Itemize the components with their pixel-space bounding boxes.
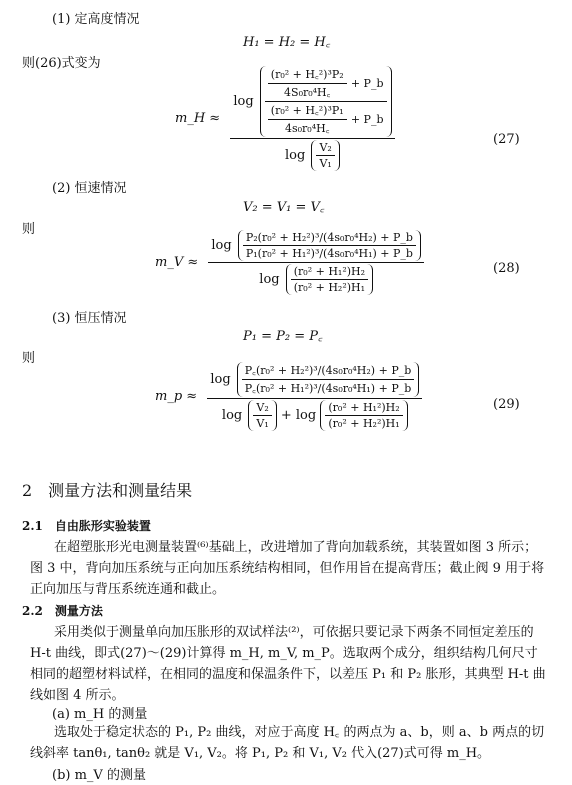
eq29-v2: V₂ xyxy=(253,401,271,416)
equation-28 xyxy=(155,230,424,295)
eq27-v1: V₁ xyxy=(319,157,332,170)
section-2-2-text: 采用类似于测量单向加压胀形的双试样法⁽²⁾，可依据只要记录下两条不同恒定差压的 H-t 曲线，即式(27)～(29)计算得 m_H, m_V, m_P。选取两个成分，组织结构几何尺寸相同的超塑材料试样，在相同的温度和保温条件下，以差压 P₁ 和 P₂ 胀形，其典型 H-t 曲线如图 4 所示。 xyxy=(30,625,546,703)
eq27-fraction xyxy=(230,66,394,171)
case2-formula: V₂ = V₁ = V꜀ xyxy=(243,200,325,215)
eq27-bottom-numerator: (r₀² + H꜀²)³P₁ xyxy=(268,103,347,120)
equation-number-28: (28) xyxy=(493,261,520,276)
then-text-a: 则 xyxy=(22,222,36,237)
equation-29 xyxy=(155,362,422,431)
eq28-den-bottom: (r₀² + H₂²)H₁ xyxy=(293,281,366,294)
eq27-log: log xyxy=(233,94,254,109)
eq28-den-top: (r₀² + H₁²)H₂ xyxy=(291,265,368,280)
subsection-a-text: 选取处于稳定状态的 P₁, P₂ 曲线，对应于高度 H꜀ 的两点为 a、b，则 a、b 两点的切线斜率 tanθ₁, tanθ₂ 就是 V₁, V₂。将 P₁, P₂ 和 V₁, V₂ 代入(27)式可得 m_H。 xyxy=(30,725,545,761)
eq27-den-log: log xyxy=(285,148,306,163)
then-26-text: 则(26)式变为 xyxy=(22,56,101,71)
section-2-heading: 2 测量方法和测量结果 xyxy=(22,481,193,500)
subsection-a-heading: (a) m_H 的测量 xyxy=(52,707,148,722)
eq29-num-top: P꜀(r₀² + H₂²)³/(4s₀r₀⁴H₂) + P_b xyxy=(242,363,414,380)
eq29-v1: V₁ xyxy=(256,417,269,430)
case1-label: (1) 定高度情况 xyxy=(52,12,140,27)
eq27-v2: V₂ xyxy=(316,141,334,156)
eq28-num-bottom: P₁(r₀² + H₁²)³/(4s₀r₀⁴H₁) + P_b xyxy=(245,247,413,260)
eq27-big-bracket xyxy=(260,66,392,137)
case1-formula: H₁ = H₂ = H꜀ xyxy=(243,35,331,50)
eq27-lhs: m_H ≈ xyxy=(175,111,221,126)
eq27-bottom-plus: + P_b xyxy=(350,113,384,126)
eq29-num-log: log xyxy=(210,372,231,387)
eq28-num-log: log xyxy=(211,238,232,253)
eq28-num-top: P₂(r₀² + H₂²)³/(4s₀r₀⁴H₂) + P_b xyxy=(243,231,416,246)
eq29-lhs: m_p ≈ xyxy=(155,389,198,404)
case3-formula: P₁ = P₂ = P꜀ xyxy=(243,329,323,344)
section-2-1-paragraph xyxy=(30,537,550,600)
subsection-b-heading: (b) m_V 的测量 xyxy=(52,768,146,783)
equation-27 xyxy=(175,66,395,171)
eq29-num-bottom: P꜀(r₀² + H₁²)³/(4s₀r₀⁴H₁) + P_b xyxy=(244,382,412,395)
then-text-b: 则 xyxy=(22,351,36,366)
case2-label: (2) 恒速情况 xyxy=(52,181,127,196)
section-2-1-text: 在超塑胀形光电测量装置⁽⁶⁾基础上，改进增加了背向加载系统，其装置如图 3 所示；图 3 中，背向加压系统与正向加压系统结构相同，但作用旨在提高背压；截止阀 9 用于将正向加压与背压系统连通和截止。 xyxy=(30,540,545,597)
eq29-den-bottom: (r₀² + H₂²)H₁ xyxy=(328,417,400,430)
eq29-den-top: (r₀² + H₁²)H₂ xyxy=(325,401,402,416)
eq27-bottom-denominator: 4s₀r₀⁴H꜀ xyxy=(284,122,330,135)
eq27-top-denominator: 4S₀r₀⁴H꜀ xyxy=(284,86,331,99)
eq28-lhs: m_V ≈ xyxy=(155,255,199,270)
section-2-1-heading: 2.1 自由胀形实验装置 xyxy=(22,519,151,533)
section-2-2-paragraph xyxy=(30,622,550,706)
case3-label: (3) 恒压情况 xyxy=(52,311,127,326)
eq29-den-log1: log xyxy=(221,408,243,423)
eq28-den-log: log xyxy=(259,272,280,287)
eq29-den-plus-log: + log xyxy=(280,408,317,423)
equation-number-29: (29) xyxy=(493,397,520,412)
equation-number-27: (27) xyxy=(493,132,520,147)
eq27-top-numerator: (r₀² + H꜀²)³P₂ xyxy=(268,67,347,84)
eq27-top-plus: + P_b xyxy=(350,77,384,90)
subsection-a-paragraph xyxy=(30,722,550,764)
section-2-2-heading: 2.2 测量方法 xyxy=(22,604,103,618)
